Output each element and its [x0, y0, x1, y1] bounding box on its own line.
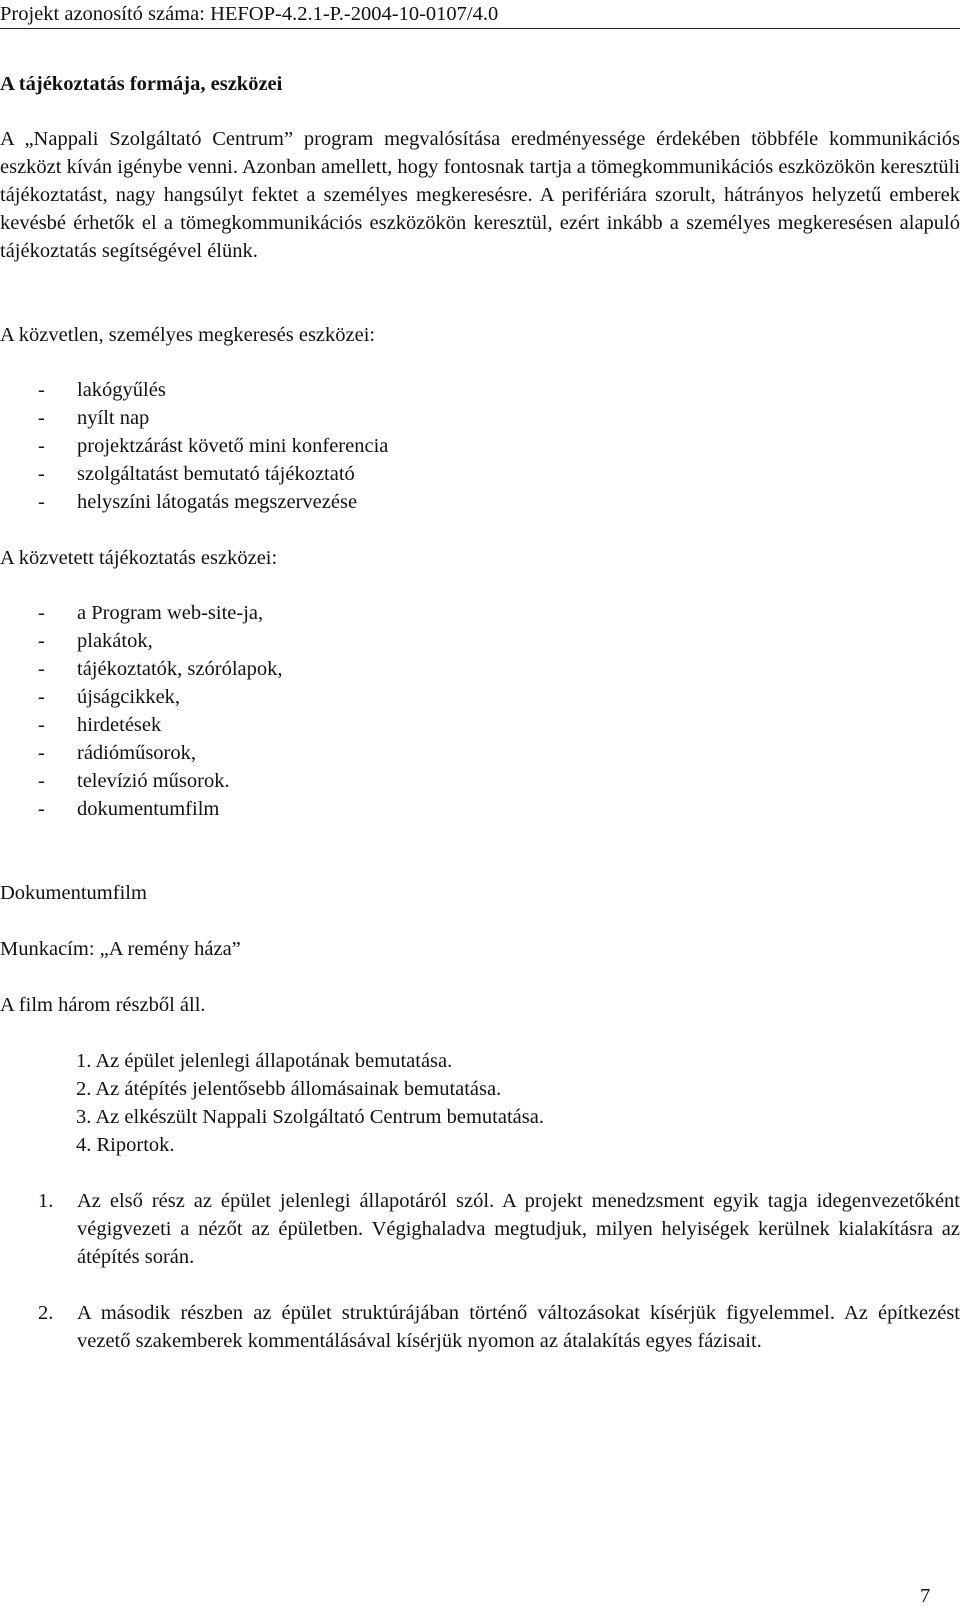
- section-heading: A tájékoztatás formája, eszközei: [0, 73, 283, 95]
- page-number: 7: [920, 1585, 931, 1607]
- film-parts-intro: A film három részből áll.: [0, 994, 206, 1016]
- list-item: - projektzárást követő mini konferencia: [0, 432, 960, 460]
- detail-text: A második részben az épület struktúrájában történő változásokat kísérjük figyelemmel. Az építkezést vezető szakemberek kommentálásával kísérjük nyomon az átalakítás egyes fázisait.: [77, 1302, 960, 1352]
- direct-means-list: [0, 376, 960, 516]
- list-item: - szolgáltatást bemutató tájékoztató: [0, 460, 960, 488]
- list-item: 3. Az elkészült Nappali Szolgáltató Centrum bemutatása.: [76, 1106, 544, 1128]
- detail-text: Az első rész az épület jelenlegi állapotáról szól. A projekt menedzsment egyik tagja idegenvezetőként végigvezeti a nézőt az épületben. Végighaladva megtudjuk, milyen helyiségek kerülnek kialakításra az átépítés során.: [77, 1190, 960, 1268]
- direct-means-heading: A közvetlen, személyes megkeresés eszközei:: [0, 324, 376, 346]
- list-item: - nyílt nap: [0, 404, 960, 432]
- indirect-means-heading: A közvetett tájékoztatás eszközei:: [0, 547, 278, 569]
- film-parts-list: [0, 1047, 960, 1159]
- list-item: 1. Az épület jelenlegi állapotának bemutatása.: [76, 1050, 453, 1072]
- list-item: - helyszíni látogatás megszervezése: [0, 488, 960, 516]
- list-item: - újságcikkek,: [0, 683, 960, 711]
- list-item: - tájékoztatók, szórólapok,: [0, 655, 960, 683]
- list-item: - lakógyűlés: [0, 376, 960, 404]
- intro-paragraph: A „Nappali Szolgáltató Centrum” program megvalósítása eredményessége érdekében többféle kommunikációs eszközt kíván igénybe venni. Azonban amellett, hogy fontosnak tartja a tömegkommunikációs eszközökön keresztüli tájékoztatást, nagy hangsúlyt fektet a személyes megkeresésre. A perifériára szorult, hátrányos helyzetű emberek kevésbé érhetők el a tömegkommunikációs eszközökön keresztül, ezért inkább a személyes megkeresésen alapuló tájékoztatás segítségével élünk.: [0, 128, 960, 262]
- film-part-detail: [0, 1299, 960, 1355]
- project-id: Projekt azonosító száma: HEFOP-4.2.1-P.-2004-10-0107/4.0: [0, 3, 499, 25]
- film-part-detail: [0, 1187, 960, 1271]
- detail-number: 2.: [38, 1302, 54, 1324]
- list-item: - televízió műsorok.: [0, 767, 960, 795]
- list-item: - a Program web-site-ja,: [0, 599, 960, 627]
- film-heading: Dokumentumfilm: [0, 882, 147, 904]
- document-body: [0, 70, 960, 1355]
- header-divider: [0, 28, 960, 29]
- list-item: - plakátok,: [0, 627, 960, 655]
- list-item: 2. Az átépítés jelentősebb állomásainak bemutatása.: [76, 1078, 502, 1100]
- film-working-title: Munkacím: „A remény háza”: [0, 938, 241, 960]
- list-item: - rádióműsorok,: [0, 739, 960, 767]
- detail-number: 1.: [38, 1190, 54, 1212]
- list-item: 4. Riportok.: [76, 1134, 175, 1156]
- list-item: - dokumentumfilm: [0, 795, 960, 823]
- page-header: [0, 2, 960, 26]
- indirect-means-list: [0, 599, 960, 823]
- list-item: - hirdetések: [0, 711, 960, 739]
